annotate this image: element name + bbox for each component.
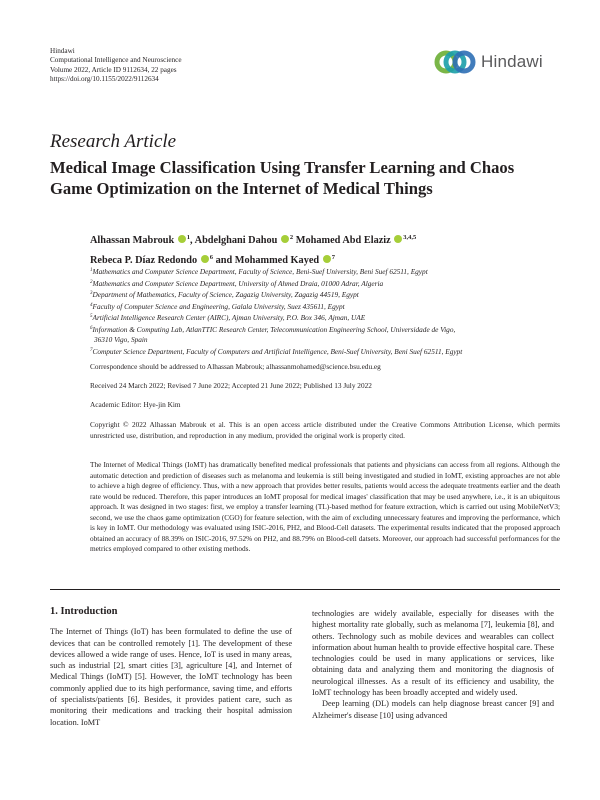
affiliation-item: $^5$Artificial Intelligence Research Center (AIRC), Ajman University, P.O. Box 346, Ajman, UAE: [90, 313, 366, 322]
section-divider: [50, 589, 560, 590]
body-paragraph: technologies are widely available, especially for diseases with the highest mortality rate globally, such as melanoma [7], leukemia [8], and others. Technology such as mobile devices and wearables can collect information about human health to provide effective hospital care. These technologies could be used in many applications or services, like obtaining data and analyzing them and monitoring the diagnosis of neurological illnesses. As a result of its efficiency and usability, the IoMT technology has been broadly accepted and widely used.: [312, 609, 554, 698]
author-name[interactable]: Rebeca P. Díaz Redondo: [90, 255, 198, 266]
author-name[interactable]: Mohammed Kayed: [234, 255, 320, 266]
author-affil-sup: 2: [289, 234, 294, 241]
author-name[interactable]: Abdelghani Dahou: [194, 235, 278, 246]
author-list: [90, 229, 560, 269]
authors-and: and: [215, 255, 233, 266]
affiliation-item: $^6$Information & Computing Lab, AtlanTTIC Research Center, Telecommunication Engineering School, Universidade de Vigo,: [90, 324, 456, 334]
author-line-1: Alhassan Mabrouk $^1$, Abdelghani Dahou $^2$ Mohamed Abd Elaziz $^{3,4,5}$: [90, 234, 417, 246]
abstract: The Internet of Medical Things (IoMT) has dramatically benefited medical professionals that patients and physicians can access from all regions. Although the automatic detection and prediction of diseases such as melanoma and leukemia is still being investigated and studied in IoMT, existing approaches are not able to achieve a high degree of efficiency. Thus, with a new approach that provides better results, patients would access the adequate treatments earlier and the death rate would be reduced. Therefore, this paper introduces an IoMT proposal for medical images' classification that may be used anywhere, i.e., it is an ubiquitous approach. It was designed in two stages: first, we employ a transfer learning (TL)-based method for feature extraction, which is carried out using MobileNetV3; second, we use the chaos game optimization (CGO) for feature selection, with the aim of excluding unnecessary features and improving the performance, which is key in IoMT. Our methodology was evaluated using ISIC-2016, PH2, and Blood-Cell datasets. The experimental results indicated that the proposed approach obtained an accuracy of 88.39% on ISIC-2016, 97.52% on PH2, and 88.79% on Blood-cell datsets. Moreover, our approach had successful performances for the metrics employed compared to other existing methods.: [90, 460, 560, 553]
correspondence-line: Correspondence should be addressed to Alhassan Mabrouk; alhassanmohamed@science.bsu.edu.eg: [90, 362, 381, 371]
author-affil-sup: 6: [209, 254, 213, 261]
orcid-icon[interactable]: [281, 235, 289, 243]
orcid-icon[interactable]: [201, 255, 209, 263]
body-paragraph: The Internet of Things (IoT) has been formulated to define the use of devices that can be controlled remotely [1]. The development of these devices allowed a wide range of uses. Hence, IoT is used in many areas, such as industrial [2], smart cities [3], agriculture [4], and Internet of Medical Things (IoMT) [5]. However, the IoMT technology has been commonly applied due to its high performance, saving time, and efforts of specialists/patients [6]. Besides, it provides patient care, such as monitoring their medications and tracking their hospital admission location. IoMT: [50, 627, 292, 727]
orcid-icon[interactable]: [394, 235, 402, 243]
affiliation-item: $^3$Department of Mathematics, Faculty of Science, Zagazig University, Zagazig 44519, Egypt: [90, 290, 359, 299]
academic-editor: Academic Editor: Hye-jin Kim: [90, 400, 181, 409]
copyright-notice: Copyright © 2022 Alhassan Mabrouk et al. This is an open access article distributed under the Creative Commons Attribution License, which permits unrestricted use, distribution, and reproduction in any medium, provided the original work is properly cited.: [90, 420, 560, 440]
paper-title: Medical Image Classification Using Transfer Learning and Chaos Game Optimization on the Internet of Medical Things: [50, 158, 515, 198]
author-affil-sup: 3,4,5: [403, 234, 417, 241]
author-affil-sup: 1: [186, 234, 191, 241]
hindawi-logo-icon: [434, 48, 476, 76]
hindawi-logo: [434, 48, 543, 76]
publisher-name: Hindawi: [50, 47, 75, 55]
doi-link[interactable]: https://doi.org/10.1155/2022/9112634: [50, 75, 159, 84]
orcid-icon[interactable]: [323, 255, 331, 263]
volume-line: Volume 2022, Article ID 9112634, 22 pages: [50, 65, 177, 74]
dates-line: Received 24 March 2022; Revised 7 June 2022; Accepted 21 June 2022; Published 13 July 2022: [90, 381, 372, 390]
body-column-left: [50, 606, 292, 728]
author-affil-sup: 7: [331, 254, 335, 261]
affiliation-item: $^7$Computer Science Department, Faculty of Computers and Artificial Intelligence, Beni-Suef University, Beni Suef 62511, Egypt: [90, 346, 463, 356]
affiliation-item: $^1$Mathematics and Computer Science Department, Faculty of Science, Beni-Suef University, Beni Suef 62511, Egypt: [90, 267, 428, 276]
orcid-icon[interactable]: [178, 235, 186, 243]
section-heading: 1. Introduction: [50, 606, 118, 617]
body-paragraph: Deep learning (DL) models can help diagnose breast cancer [9] and Alzheimer's disease [10] using advanced: [312, 699, 554, 720]
journal-info: [50, 47, 182, 85]
author-name[interactable]: Alhassan Mabrouk: [90, 235, 175, 246]
author-name[interactable]: Mohamed Abd Elaziz: [295, 235, 391, 246]
affiliation-item: $^4$Faculty of Computer Science and Engineering, Galala University, Suez 435611, Egypt: [90, 301, 345, 311]
journal-name: Computational Intelligence and Neuroscience: [50, 56, 182, 65]
body-column-right: [312, 608, 554, 721]
affiliation-item: $^2$Mathematics and Computer Science Department, University of Ahmed Draia, 01000 Adrar, Algeria: [90, 278, 384, 288]
article-type: Research Article: [50, 131, 177, 152]
affiliations: [90, 266, 560, 357]
affiliation-continuation: 36310 Vigo, Spain: [94, 335, 148, 344]
logo-wordmark: Hindawi: [481, 52, 543, 71]
